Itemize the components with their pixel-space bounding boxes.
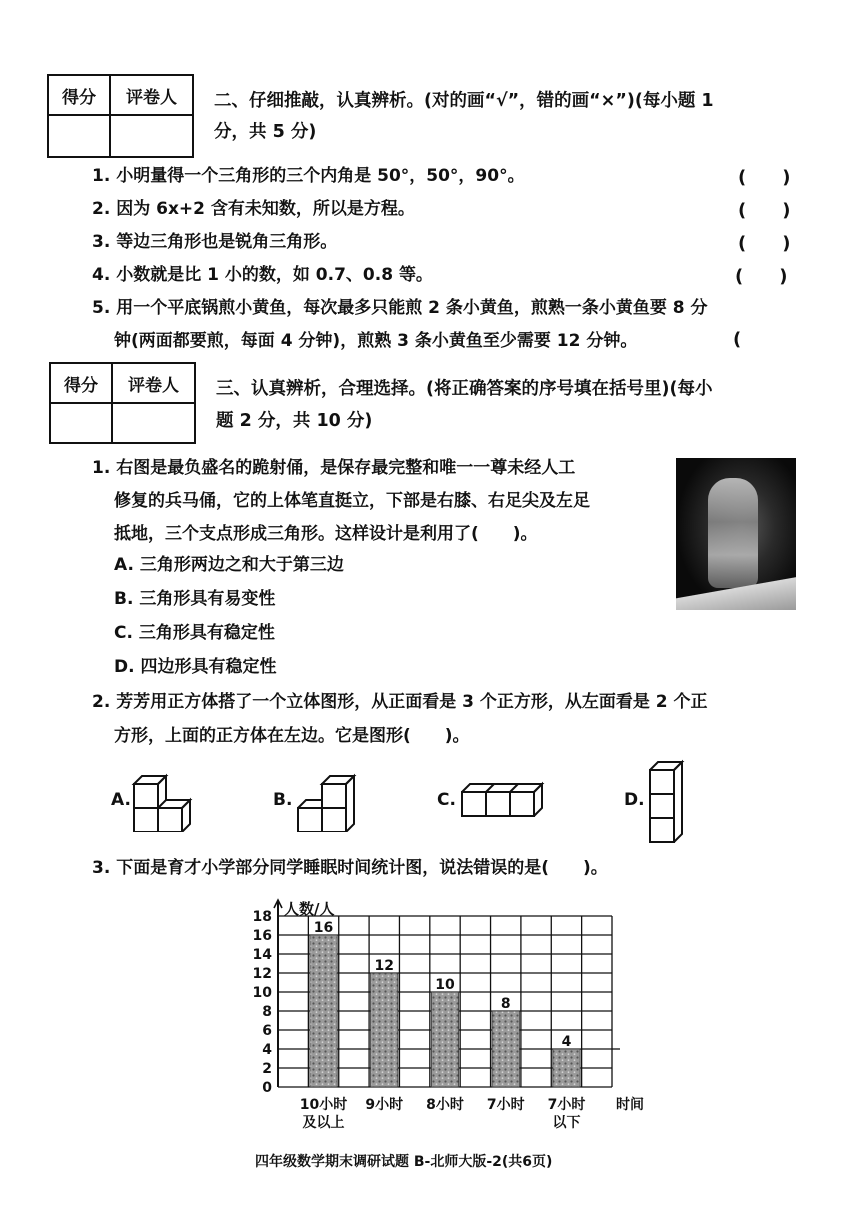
y-tick-label: 14 [252, 947, 272, 963]
bar-value-label: 8 [500, 996, 511, 1012]
score-header: 得分 [48, 75, 110, 115]
q2-line2: 方形，上面的正方体在左边。它是图形( )。 [114, 726, 470, 746]
photo-base [676, 576, 796, 610]
x-category-label: 8小时 [426, 1097, 464, 1113]
q1-option-c: C. 三角形具有稳定性 [114, 623, 275, 643]
section2-heading-line1: 二、仔细推敲，认真辨析。(对的画“√”，错的画“×”)(每小题 1 [214, 91, 714, 111]
answer-paren-1[interactable]: ( ) [738, 167, 791, 188]
q1-line2: 修复的兵马俑，它的上体笔直挺立，下部是右膝、右足尖及左足 [114, 491, 590, 511]
q2-label-b: B. [273, 790, 293, 810]
cube-figure-b [292, 770, 362, 832]
cube-figure-d [644, 756, 688, 844]
y-tick-label: 18 [252, 909, 272, 925]
bar [492, 1011, 519, 1087]
grader-cell[interactable] [112, 403, 195, 443]
x-category-label: 以下 [552, 1115, 581, 1131]
answer-paren-5[interactable]: ( [733, 329, 742, 350]
grader-header: 评卷人 [112, 363, 195, 403]
x-category-label: 及以上 [302, 1115, 345, 1131]
score-table-section3 [49, 362, 196, 444]
grader-header: 评卷人 [110, 75, 193, 115]
x-axis-label: 时间 [616, 1097, 644, 1113]
y-tick-label: 12 [252, 966, 272, 982]
q2-label-a: A. [111, 790, 131, 810]
x-category-label: 7小时 [486, 1097, 525, 1113]
q1-option-b: B. 三角形具有易变性 [114, 589, 276, 609]
x-category-label: 9小时 [365, 1097, 404, 1113]
x-category-label: 7小时 [547, 1097, 586, 1113]
y-tick-label: 8 [262, 1004, 272, 1020]
score-cell[interactable] [50, 403, 112, 443]
cube-figure-c [456, 778, 550, 818]
section2-item-5-line1: 5. 用一个平底锅煎小黄鱼，每次最多只能煎 2 条小黄鱼，煎熟一条小黄鱼要 8 分 [92, 298, 708, 318]
score-header: 得分 [50, 363, 112, 403]
bar [371, 973, 398, 1087]
section2-item-2: 2. 因为 6x+2 含有未知数，所以是方程。 [92, 199, 415, 219]
y-tick-label: 0 [262, 1080, 272, 1096]
q1-line3: 抵地，三个支点形成三角形。这样设计是利用了( )。 [114, 524, 538, 544]
q2-label-d: D. [624, 790, 645, 810]
q2-label-c: C. [437, 790, 456, 810]
bar-value-label: 10 [435, 977, 455, 993]
sleep-time-bar-chart [240, 888, 670, 1138]
terracotta-figure [708, 478, 758, 588]
bar-value-label: 12 [374, 958, 395, 974]
q3-line1: 3. 下面是育才小学部分同学睡眠时间统计图，说法错误的是( )。 [92, 858, 608, 878]
y-tick-label: 4 [262, 1042, 272, 1058]
y-tick-label: 10 [252, 985, 272, 1001]
score-table-section2 [47, 74, 194, 158]
page-footer: 四年级数学期末调研试题 B-北师大版-2(共6页) [255, 1154, 553, 1170]
section2-item-1: 1. 小明量得一个三角形的三个内角是 50°，50°，90°。 [92, 166, 525, 186]
section2-heading-line2: 分，共 5 分) [214, 122, 317, 142]
x-category-label: 10小时 [299, 1097, 348, 1113]
grader-cell[interactable] [110, 115, 193, 157]
answer-paren-4[interactable]: ( ) [735, 266, 788, 287]
bar-value-label: 16 [313, 920, 334, 936]
y-axis-label: 人数/人 [284, 900, 335, 918]
bar [431, 992, 458, 1087]
q2-line1: 2. 芳芳用正方体搭了一个立体图形，从正面看是 3 个正方形，从左面看是 2 个正 [92, 692, 708, 712]
bar-value-label: 4 [561, 1034, 572, 1050]
answer-paren-3[interactable]: ( ) [738, 233, 791, 254]
q1-option-a: A. 三角形两边之和大于第三边 [114, 555, 344, 575]
section2-item-3: 3. 等边三角形也是锐角三角形。 [92, 232, 338, 252]
score-cell[interactable] [48, 115, 110, 157]
section3-heading-line2: 题 2 分，共 10 分) [216, 411, 373, 431]
y-tick-label: 6 [262, 1023, 272, 1039]
cube-figure-a [128, 770, 198, 832]
section2-item-4: 4. 小数就是比 1 小的数，如 0.7、0.8 等。 [92, 265, 433, 285]
answer-paren-2[interactable]: ( ) [738, 200, 791, 221]
section3-heading-line1: 三、认真辨析，合理选择。(将正确答案的序号填在括号里)(每小 [216, 379, 713, 399]
section2-item-5-line2: 钟(两面都要煎，每面 4 分钟)，煎熟 3 条小黄鱼至少需要 12 分钟。 [114, 331, 638, 351]
y-tick-label: 2 [262, 1061, 272, 1077]
bar [553, 1049, 580, 1087]
kneeling-archer-photo [676, 458, 796, 610]
bar [310, 935, 337, 1087]
q1-option-d: D. 四边形具有稳定性 [114, 657, 277, 677]
q1-line1: 1. 右图是最负盛名的跪射俑，是保存最完整和唯一一尊未经人工 [92, 458, 576, 478]
y-tick-label: 16 [252, 928, 272, 944]
